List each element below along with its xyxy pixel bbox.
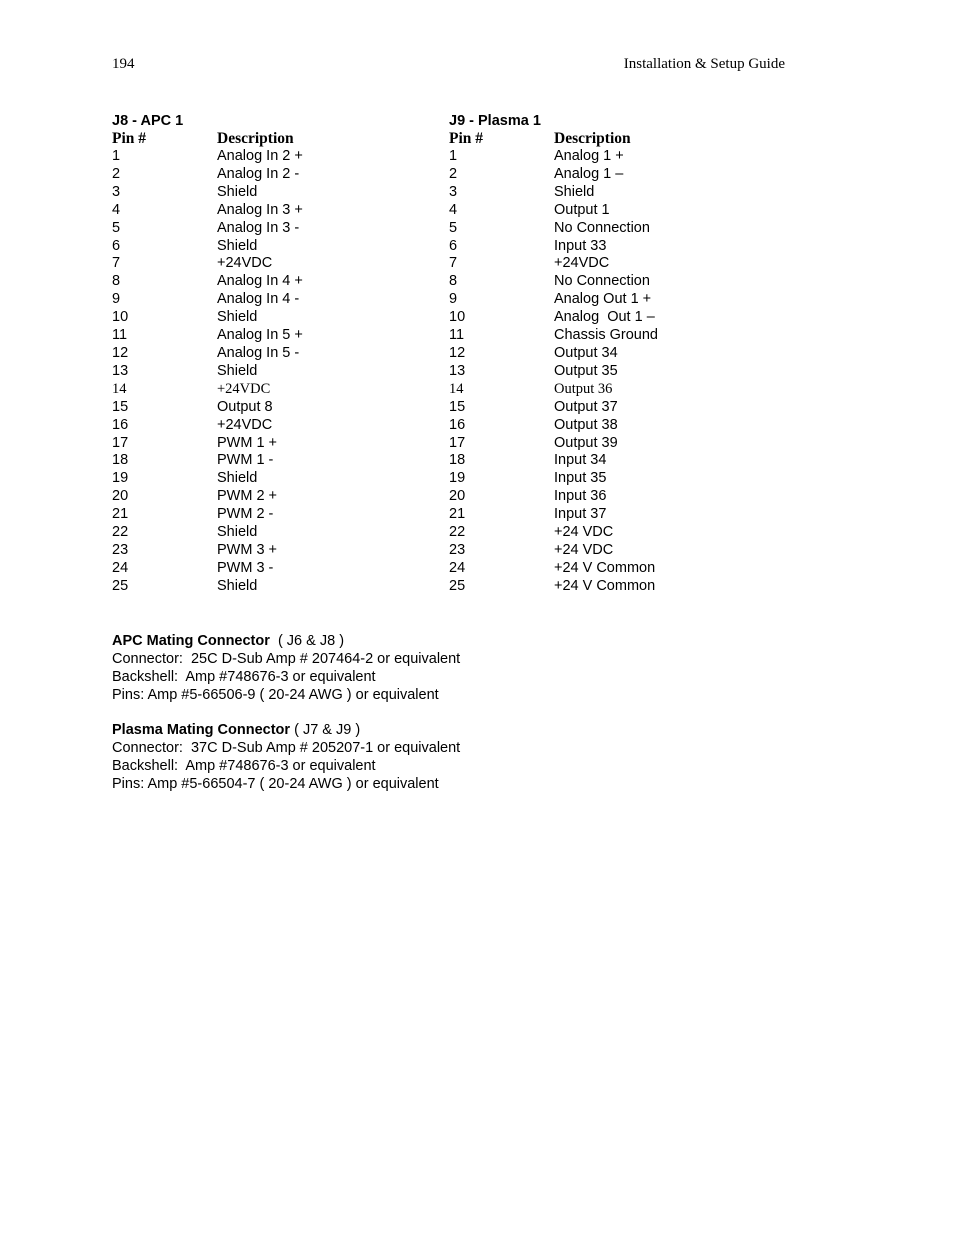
section-heading	[112, 721, 460, 739]
table-row	[112, 399, 432, 417]
table-row	[112, 255, 432, 273]
pin-description: Analog In 4 -	[217, 291, 300, 308]
pin-number: 16	[112, 416, 129, 433]
pin-number: 14	[449, 380, 464, 397]
pin-description: Output 35	[554, 362, 618, 379]
pin-description: Analog In 2 -	[217, 165, 300, 182]
pin-description: Shield	[217, 577, 258, 594]
pin-description: PWM 1 -	[217, 452, 274, 469]
pin-description: Output 37	[554, 398, 618, 415]
description-column-header: Description	[554, 130, 631, 147]
table-row	[112, 506, 432, 524]
pin-description: Output 1	[554, 201, 610, 218]
table-row	[112, 578, 432, 596]
pin-number: 5	[449, 219, 458, 236]
pin-description: PWM 3 +	[217, 541, 278, 558]
pin-description: Analog 1 +	[554, 148, 624, 164]
pin-number: 12	[449, 344, 466, 361]
pin-number: 17	[449, 434, 466, 451]
pin-description: Shield	[217, 470, 258, 487]
pin-number: 23	[449, 541, 466, 558]
pin-number: 1	[449, 148, 458, 164]
table-row	[449, 578, 779, 596]
table-rows	[112, 148, 432, 596]
pin-number: 4	[449, 201, 458, 218]
pin-column-header: Pin #	[112, 130, 147, 147]
pin-description: Shield	[217, 309, 258, 326]
table-row	[112, 291, 432, 309]
pin-number: 23	[112, 541, 129, 558]
pin-description: +24 VDC	[554, 541, 614, 558]
table-row	[449, 273, 779, 291]
section-title-suffix: ( J7 & J9 )	[290, 722, 361, 738]
pin-number: 17	[112, 434, 129, 451]
table-row	[112, 560, 432, 578]
table-row	[112, 238, 432, 256]
pin-description: No Connection	[554, 219, 650, 236]
pin-number: 15	[449, 398, 466, 415]
pin-number: 25	[112, 577, 129, 594]
table-row	[449, 560, 779, 578]
plasma-mating-connector-section	[112, 721, 460, 793]
table-row	[112, 202, 432, 220]
pin-description: +24 V Common	[554, 577, 656, 594]
pin-description: Shield	[554, 183, 595, 200]
table-row	[449, 435, 779, 453]
pin-description: PWM 2 +	[217, 488, 278, 505]
pin-number: 11	[449, 327, 465, 344]
table-row	[112, 435, 432, 453]
pin-description: Shield	[217, 237, 258, 254]
pin-description: +24 VDC	[554, 524, 614, 541]
table-row	[449, 238, 779, 256]
table-row	[112, 220, 432, 238]
table-row	[449, 452, 779, 470]
table-header-row	[449, 130, 779, 148]
table-row	[449, 148, 779, 166]
table-row	[112, 309, 432, 327]
pin-number: 4	[112, 201, 121, 218]
connector-spec: Connector: 37C D-Sub Amp # 205207-1 or equivalent	[112, 740, 461, 756]
pin-description: PWM 3 -	[217, 559, 274, 576]
section-title-suffix: ( J6 & J8 )	[269, 633, 345, 649]
pin-number: 18	[112, 452, 129, 469]
table-row	[112, 488, 432, 506]
table-row	[449, 291, 779, 309]
pin-number: 16	[449, 416, 466, 433]
pin-number: 7	[449, 255, 458, 272]
pin-column-header: Pin #	[449, 130, 484, 147]
pin-description: Shield	[217, 183, 258, 200]
table-row	[449, 166, 779, 184]
pin-description: Output 38	[554, 416, 618, 433]
pin-number: 10	[112, 309, 129, 326]
section-title: Plasma Mating Connector	[112, 722, 291, 738]
pin-number: 21	[449, 506, 466, 523]
pin-number: 19	[112, 470, 129, 487]
table-row	[112, 327, 432, 345]
table-row	[112, 363, 432, 381]
pin-description: Output 39	[554, 434, 618, 451]
table-row	[112, 452, 432, 470]
table-row	[449, 255, 779, 273]
j9-plasma-pin-table	[449, 112, 779, 596]
table-row	[112, 184, 432, 202]
pin-number: 1	[112, 148, 121, 164]
pin-number: 24	[449, 559, 466, 576]
pin-description: Analog In 3 +	[217, 201, 303, 218]
table-row	[449, 399, 779, 417]
table-row	[449, 470, 779, 488]
pin-number: 20	[112, 488, 129, 505]
pin-number: 15	[112, 398, 129, 415]
pin-description: Input 36	[554, 488, 607, 505]
pin-number: 11	[112, 327, 128, 344]
pin-description: Analog In 2 +	[217, 148, 303, 164]
pin-number: 14	[112, 380, 127, 397]
table-row	[112, 273, 432, 291]
table-row	[449, 220, 779, 238]
pin-number: 12	[112, 344, 129, 361]
pin-description: Chassis Ground	[554, 327, 658, 344]
table-row	[449, 506, 779, 524]
pin-description: Analog Out 1 +	[554, 291, 652, 308]
pin-number: 18	[449, 452, 466, 469]
table-header-row	[112, 130, 432, 148]
pin-number: 10	[449, 309, 466, 326]
apc-mating-connector-section	[112, 632, 460, 704]
pin-number: 22	[449, 524, 466, 541]
table-rows	[449, 148, 779, 596]
pins-spec: Pins: Amp #5-66504-7 ( 20-24 AWG ) or equivalent	[112, 776, 439, 792]
pin-number: 9	[449, 291, 458, 308]
pin-description: Input 33	[554, 237, 607, 254]
pin-description: Analog Out 1 –	[554, 309, 655, 326]
j8-apc-pin-table	[112, 112, 432, 596]
pin-number: 6	[449, 237, 458, 254]
table-row	[449, 488, 779, 506]
pin-description: Input 37	[554, 506, 607, 523]
pin-description: Analog In 5 -	[217, 344, 300, 361]
table-row	[112, 345, 432, 363]
page-number: 194	[112, 56, 135, 72]
pin-description: No Connection	[554, 273, 650, 290]
table-row	[112, 166, 432, 184]
pin-description: Shield	[217, 362, 258, 379]
pin-description: Analog 1 –	[554, 165, 624, 182]
pin-description: PWM 1 +	[217, 434, 278, 451]
section-heading	[112, 632, 460, 650]
table-title: J8 - APC 1	[112, 113, 184, 129]
pin-description: Shield	[217, 524, 258, 541]
table-row	[449, 524, 779, 542]
backshell-spec: Backshell: Amp #748676-3 or equivalent	[112, 758, 376, 774]
backshell-spec: Backshell: Amp #748676-3 or equivalent	[112, 669, 376, 685]
table-row	[112, 148, 432, 166]
pin-number: 24	[112, 559, 129, 576]
table-row	[449, 309, 779, 327]
table-row	[449, 327, 779, 345]
table-row	[449, 381, 779, 399]
running-title: Installation & Setup Guide	[623, 56, 785, 72]
pin-description: +24VDC	[217, 380, 271, 397]
table-row	[449, 184, 779, 202]
table-row	[449, 363, 779, 381]
pin-number: 3	[449, 183, 458, 200]
table-row	[449, 542, 779, 560]
pin-number: 3	[112, 183, 121, 200]
pin-description: +24VDC	[217, 255, 273, 272]
pin-description: Output 34	[554, 344, 618, 361]
pin-number: 5	[112, 219, 121, 236]
pin-description: Input 35	[554, 470, 607, 487]
pin-description: Output 36	[554, 380, 613, 397]
table-row	[112, 524, 432, 542]
pin-number: 9	[112, 291, 121, 308]
pin-number: 2	[449, 165, 458, 182]
pin-description: Output 8	[217, 398, 273, 415]
table-row	[449, 417, 779, 435]
pin-description: Analog In 5 +	[217, 327, 303, 344]
table-row	[449, 345, 779, 363]
pin-description: +24VDC	[554, 255, 610, 272]
pins-spec: Pins: Amp #5-66506-9 ( 20-24 AWG ) or equivalent	[112, 687, 439, 703]
table-row	[112, 470, 432, 488]
pin-description: Input 34	[554, 452, 607, 469]
table-row	[112, 542, 432, 560]
pin-description: PWM 2 -	[217, 506, 274, 523]
section-title: APC Mating Connector	[112, 633, 270, 649]
pin-number: 6	[112, 237, 121, 254]
pin-description: Analog In 3 -	[217, 219, 300, 236]
pin-number: 13	[449, 362, 466, 379]
pin-number: 20	[449, 488, 466, 505]
pin-number: 8	[112, 273, 121, 290]
pin-number: 22	[112, 524, 129, 541]
connector-spec: Connector: 25C D-Sub Amp # 207464-2 or equivalent	[112, 651, 461, 667]
pin-number: 21	[112, 506, 129, 523]
pin-description: +24 V Common	[554, 559, 656, 576]
pin-number: 19	[449, 470, 466, 487]
table-row	[449, 202, 779, 220]
table-title: J9 - Plasma 1	[449, 113, 541, 129]
table-row	[112, 417, 432, 435]
pin-number: 25	[449, 577, 466, 594]
pin-number: 8	[449, 273, 458, 290]
pin-number: 7	[112, 255, 121, 272]
pin-number: 13	[112, 362, 129, 379]
table-row	[112, 381, 432, 399]
pin-description: +24VDC	[217, 416, 273, 433]
description-column-header: Description	[217, 130, 294, 147]
pin-number: 2	[112, 165, 121, 182]
pin-description: Analog In 4 +	[217, 273, 303, 290]
